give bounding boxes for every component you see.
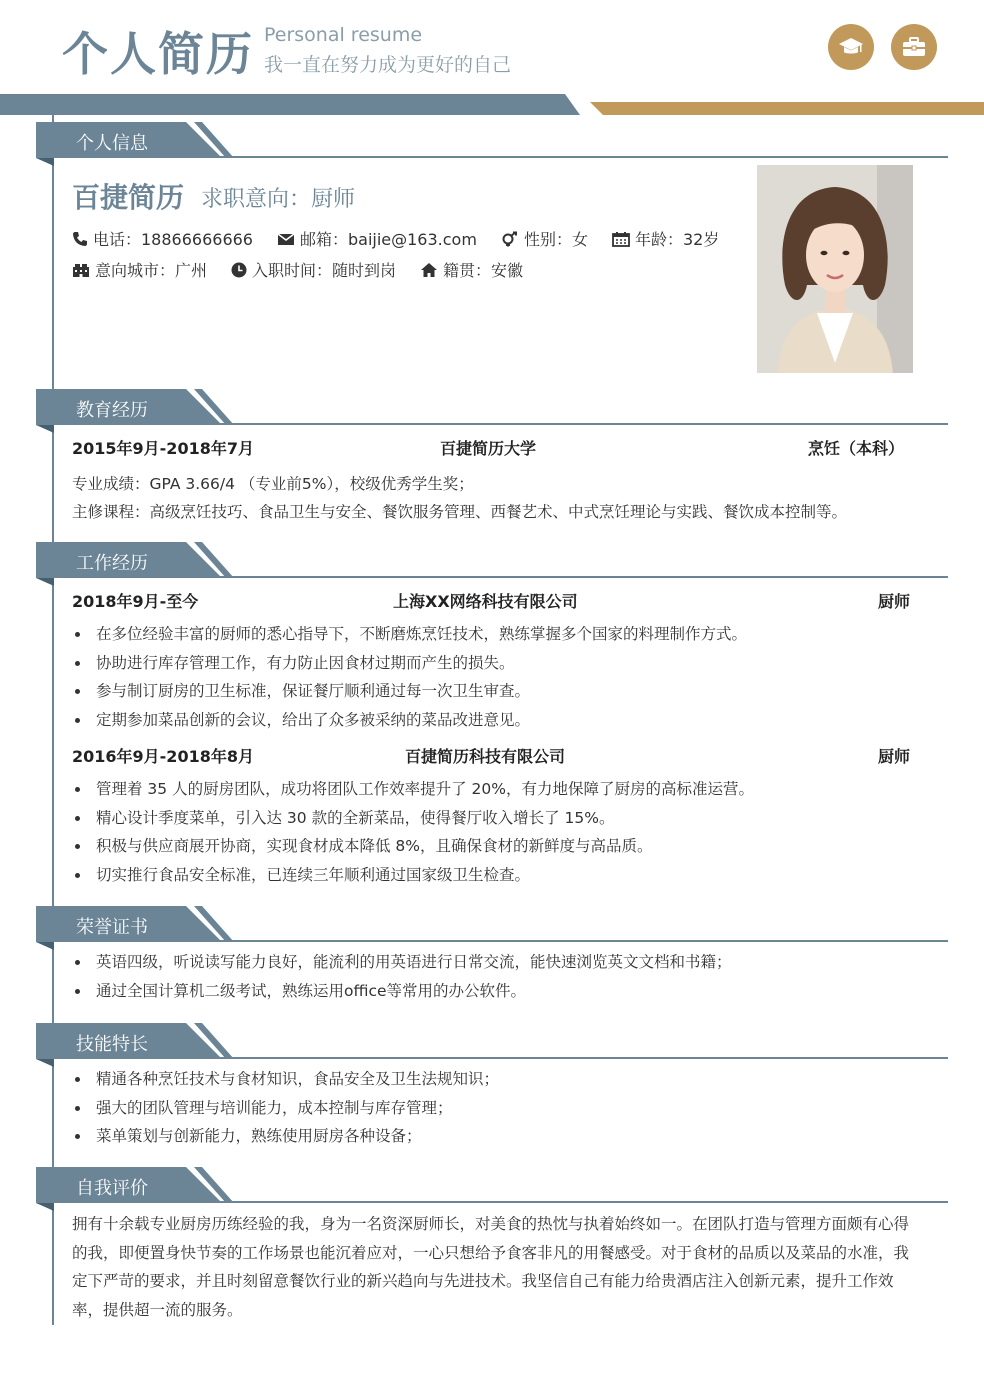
calendar-icon bbox=[612, 231, 630, 247]
work-role: 厨师 bbox=[878, 747, 911, 766]
list-item: 切实推行食品安全标准，已连续三年顺利通过国家级卫生检查。 bbox=[72, 861, 754, 890]
header-bar-gold bbox=[590, 102, 984, 115]
list-item: 在多位经验丰富的厨师的悉心指导下，不断磨炼烹饪技术，熟练掌握多个国家的料理制作方式。 bbox=[72, 620, 747, 649]
list-item: 菜单策划与创新能力，熟练使用厨房各种设备； bbox=[72, 1122, 499, 1151]
work-duties-list bbox=[72, 775, 754, 889]
origin-info: 籍贯：安徽 bbox=[420, 258, 523, 281]
building-icon bbox=[72, 262, 90, 278]
education-courses: 主修课程：高级烹饪技巧、食品卫生与安全、餐饮服务管理、西餐艺术、中式烹饪理论与实践、餐饮成本控制等。 bbox=[72, 503, 848, 521]
home-icon bbox=[420, 262, 438, 278]
list-item: 精心设计季度菜单，引入达 30 款的全新菜品，使得餐厅收入增长了 15%。 bbox=[72, 804, 754, 833]
honors-list bbox=[72, 948, 732, 1005]
graduation-cap-icon bbox=[828, 24, 874, 70]
header-bar-blue bbox=[0, 94, 580, 115]
section-title: 工作经历 bbox=[76, 553, 148, 574]
subtitle-chinese: 我一直在努力成为更好的自己 bbox=[264, 54, 512, 76]
section-title: 自我评价 bbox=[76, 1178, 148, 1199]
education-grade: 专业成绩：GPA 3.66/4 （专业前5%），校级优秀学生奖； bbox=[72, 475, 474, 493]
section-self bbox=[36, 1167, 948, 1209]
list-item: 协助进行库存管理工作，有力防止因食材过期而产生的损失。 bbox=[72, 649, 747, 678]
list-item: 强大的团队管理与培训能力，成本控制与库存管理； bbox=[72, 1094, 499, 1123]
list-item: 积极与供应商展开协商，实现食材成本降低 8%，且确保食材的新鲜度与高品质。 bbox=[72, 832, 754, 861]
section-honors bbox=[36, 906, 948, 948]
clock-icon bbox=[231, 262, 247, 278]
section-work bbox=[36, 542, 948, 584]
subtitle-english: Personal resume bbox=[264, 24, 423, 46]
briefcase-icon bbox=[891, 24, 937, 70]
section-title: 个人信息 bbox=[76, 133, 148, 154]
work-company: 百捷简历科技有限公司 bbox=[405, 747, 566, 766]
education-major: 烹饪（本科） bbox=[808, 439, 905, 458]
age-info: 年龄：32岁 bbox=[612, 227, 719, 250]
list-item: 定期参加菜品创新的会议，给出了众多被采纳的菜品改进意见。 bbox=[72, 706, 747, 735]
city-info: 意向城市：广州 bbox=[72, 258, 207, 281]
list-item: 管理着 35 人的厨房团队，成功将团队工作效率提升了 20%，有力地保障了厨房的高标准运营。 bbox=[72, 775, 754, 804]
work-date: 2016年9月-2018年8月 bbox=[72, 747, 254, 766]
work-company: 上海XX网络科技有限公司 bbox=[393, 592, 578, 611]
self-evaluation: 拥有十余载专业厨房历练经验的我，身为一名资深厨师长，对美食的热忱与执着始终如一。在团队打造与管理方面颇有心得的我，即便置身快节奏的工作场景也能沉着应对，一心只想给予食客非凡的用餐感受。对于食材的品质以及菜品的水准，我定下严苛的要求，并且时刻留意餐饮行业的新兴趋向与先进技术。我坚信自己有能力给贵酒店注入创新元素，提升工作效率，提供超一流的服务。 bbox=[72, 1215, 910, 1319]
mail-icon bbox=[277, 232, 295, 246]
list-item: 精通各种烹饪技术与食材知识，食品安全及卫生法规知识； bbox=[72, 1065, 499, 1094]
resume-title: 个人简历 bbox=[62, 27, 254, 81]
skills-list bbox=[72, 1065, 499, 1151]
section-title: 教育经历 bbox=[76, 400, 148, 421]
content-left-line bbox=[52, 115, 54, 1325]
section-skills bbox=[36, 1023, 948, 1065]
list-item: 英语四级，听说读写能力良好，能流利的用英语进行日常交流，能快速浏览英文文档和书籍； bbox=[72, 948, 732, 977]
education-school: 百捷简历大学 bbox=[440, 439, 537, 458]
job-objective: 求职意向：厨师 bbox=[201, 187, 356, 212]
phone-icon bbox=[72, 231, 88, 247]
work-duties-list bbox=[72, 620, 747, 734]
email-info: 邮箱：baijie@163.com bbox=[277, 227, 477, 250]
section-title: 荣誉证书 bbox=[76, 917, 148, 938]
work-role: 厨师 bbox=[878, 592, 911, 611]
phone-info: 电话：18866666666 bbox=[72, 227, 253, 250]
start-info: 入职时间：随时到岗 bbox=[231, 258, 396, 281]
gender-icon bbox=[501, 231, 519, 247]
education-date: 2015年9月-2018年7月 bbox=[72, 439, 254, 458]
person-name: 百捷简历 bbox=[72, 181, 185, 214]
info-row-1 bbox=[72, 227, 743, 250]
work-date: 2018年9月-至今 bbox=[72, 592, 199, 611]
section-education bbox=[36, 389, 948, 431]
list-item: 参与制订厨房的卫生标准，保证餐厅顺利通过每一次卫生审查。 bbox=[72, 677, 747, 706]
list-item: 通过全国计算机二级考试，熟练运用office等常用的办公软件。 bbox=[72, 977, 732, 1006]
gender-info: 性别：女 bbox=[501, 227, 588, 250]
info-row-2 bbox=[72, 258, 547, 281]
profile-photo bbox=[757, 165, 913, 373]
section-title: 技能特长 bbox=[76, 1034, 148, 1055]
section-personal bbox=[36, 122, 948, 164]
